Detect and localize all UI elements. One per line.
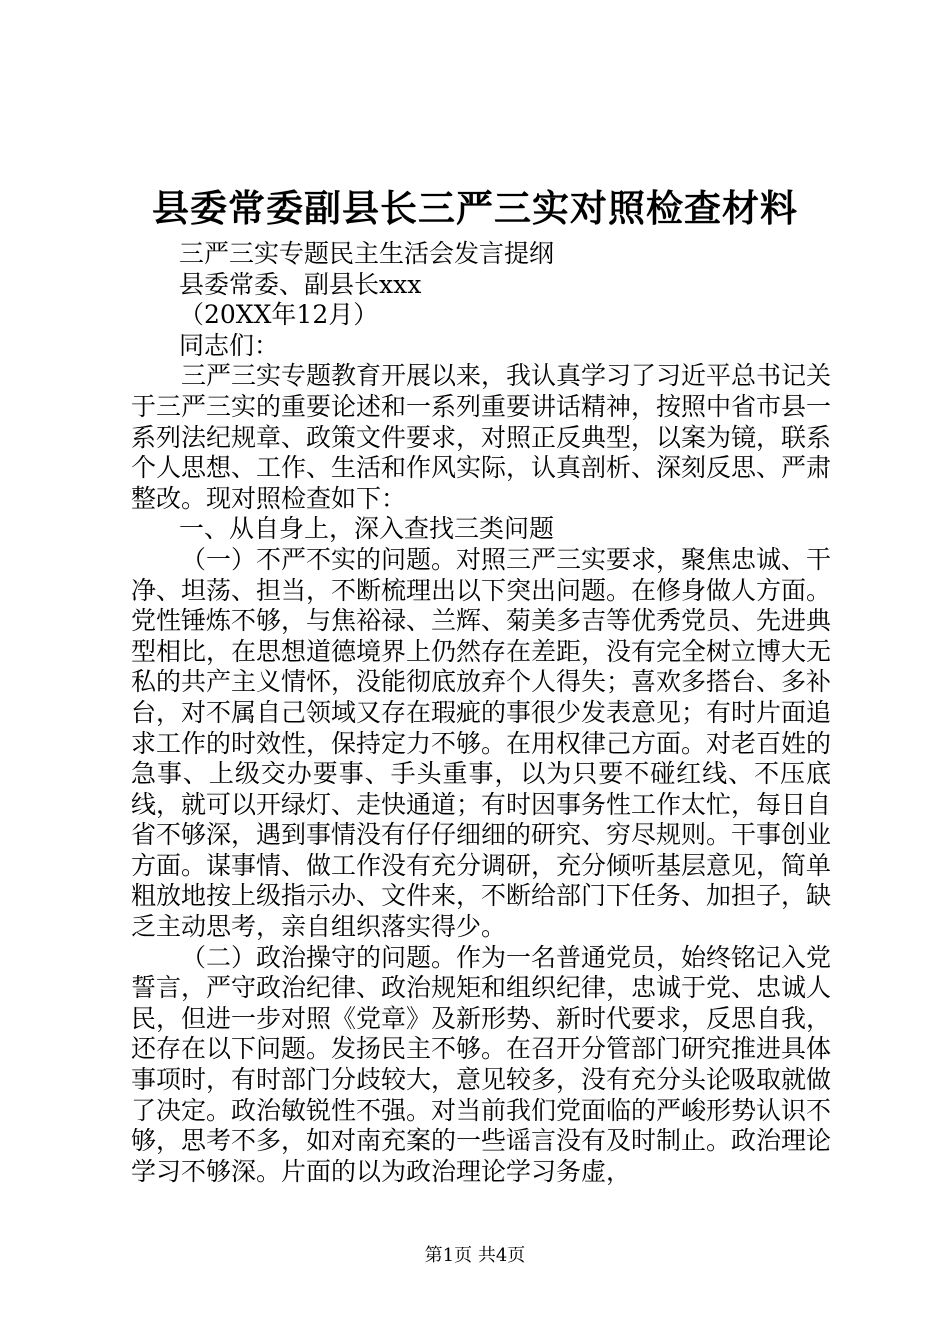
date-line: （20XX年12月） <box>179 300 379 330</box>
author-line: 县委常委、副县长xxx <box>179 269 422 299</box>
page-footer: 第1页 共4页 <box>424 1245 526 1266</box>
document-body <box>131 239 831 1187</box>
salutation: 同志们： <box>179 330 280 360</box>
section-heading-1: 一、从自身上，深入查找三类问题 <box>179 514 555 544</box>
paragraph-intro: 三严三实专题教育开展以来，我认真学习了习近平总书记关于三严三实的重要论述和一系列重要讲话精神，按照中省市县一系列法纪规章、政策文件要求，对照正反典型，以案为镜，联系个人思想、工作、生活和作风实际，认真剖析、深刻反思、严肃整改。现对照检查如下： <box>131 361 832 513</box>
paragraph-section-1-2: （二）政治操守的问题。作为一名普通党员，始终铭记入党誓言，严守政治纪律、政治规矩和组织纪律，忠诚于党、忠诚人民，但进一步对照《党章》及新形势、新时代要求，反思自我，还存在以下问题。发扬民主不够。在召开分管部门研究推进具体事项时，有时部门分歧较大，意见较多，没有充分头论吸取就做了决定。政治敏锐性不强。对当前我们党面临的严峻形势认识不够，思考不多，如对南充案的一些谣言没有及时制止。政治理论学习不够深。片面的以为政治理论学习务虚， <box>131 942 832 1186</box>
document-title: 县委常委副县长三严三实对照检查材料 <box>152 186 798 230</box>
subtitle: 三严三实专题民主生活会发言提纲 <box>179 239 555 268</box>
paragraph-section-1-1: （一）不严不实的问题。对照三严三实要求，聚焦忠诚、干净、坦荡、担当，不断梳理出以下突出问题。在修身做人方面。党性锤炼不够，与焦裕禄、兰辉、菊美多吉等优秀党员、先进典型相比，在思想道德境界上仍然存在差距，没有完全树立博大无私的共产主义情怀，没能彻底放弃个人得失；喜欢多搭台、多补台，对不属自己领域又存在瑕疵的事很少发表意见；有时片面追求工作的时效性，保持定力不够。在用权律己方面。对老百姓的急事、上级交办要事、手头重事，以为只要不碰红线、不压底线，就可以开绿灯、走快通道；有时因事务性工作太忙，每日自省不够深，遇到事情没有仔仔细细的研究、穷尽规则。干事创业方面。谋事情、做工作没有充分调研，充分倾听基层意见，简单粗放地按上级指示办、文件来，不断给部门下任务、加担子，缺乏主动思考，亲自组织落实得少。 <box>131 544 832 942</box>
